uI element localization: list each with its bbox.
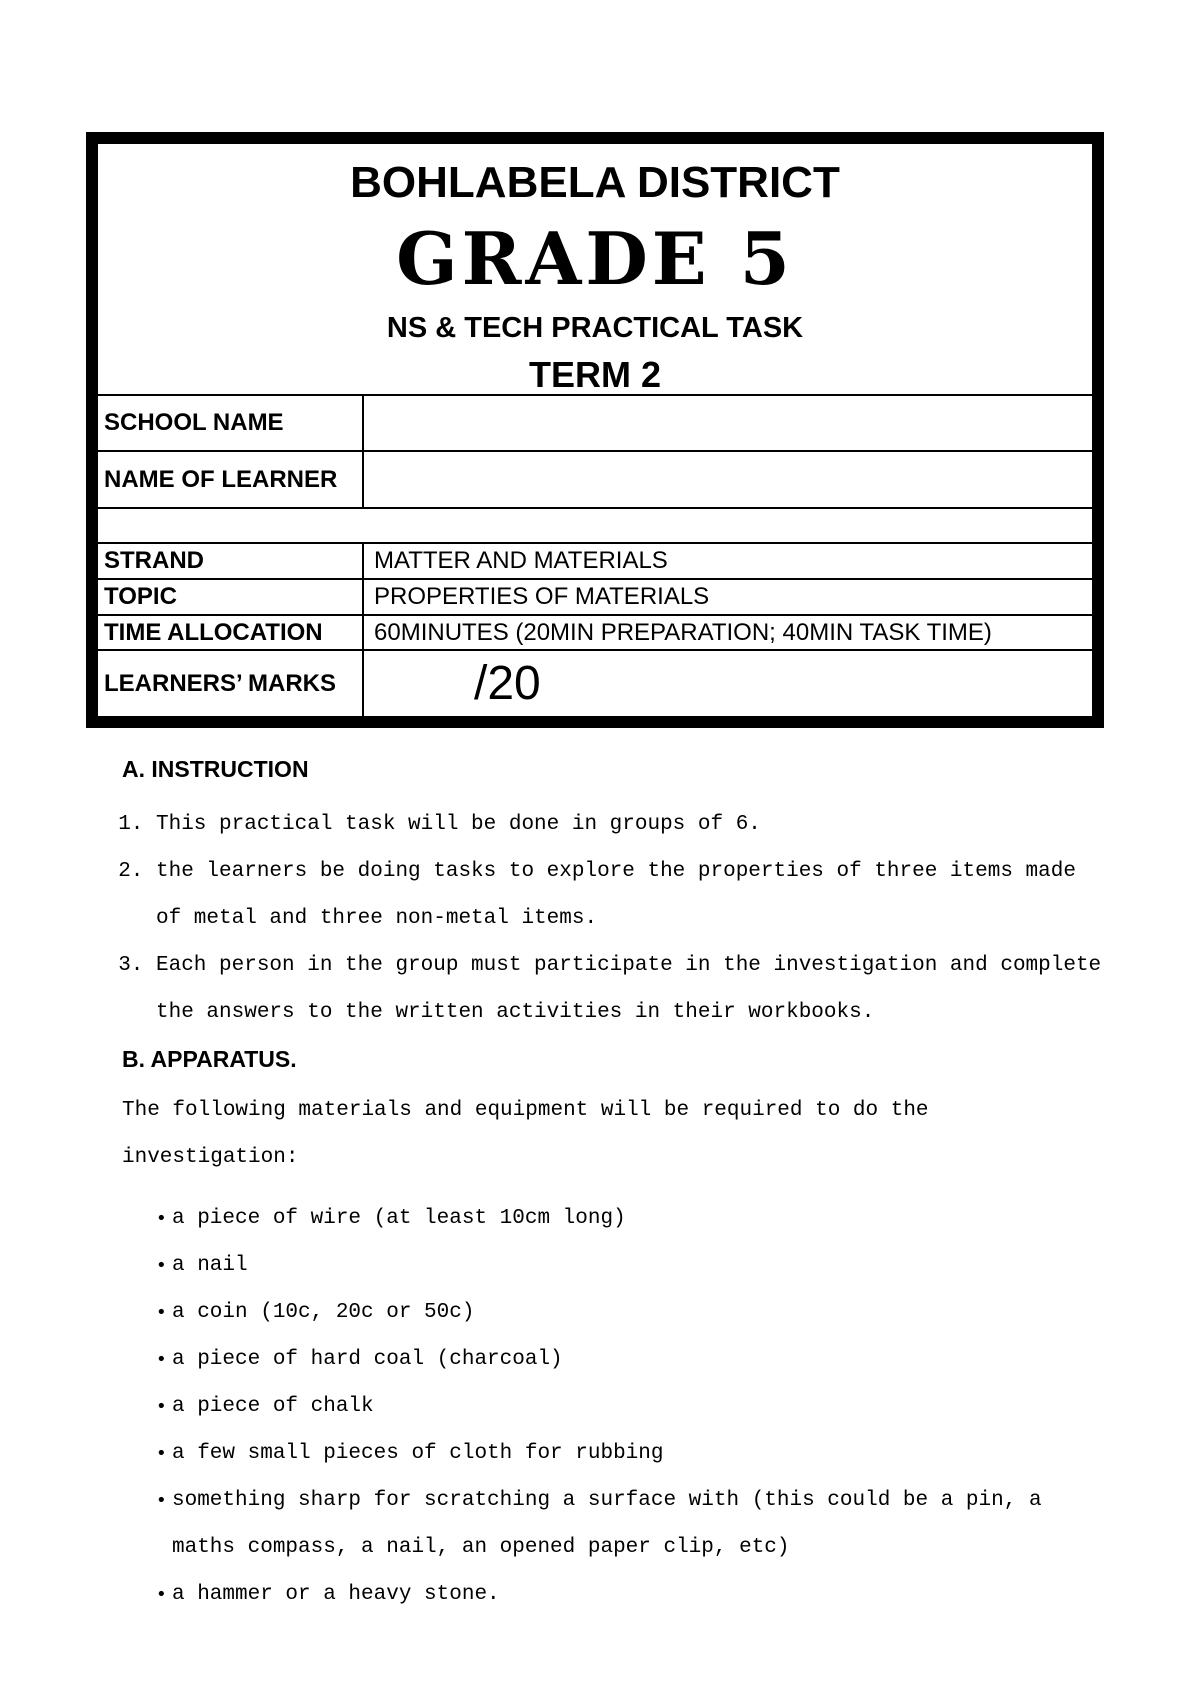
table-row [98,615,1092,650]
list-item: • something sharp for scratching a surface with (this could be a pin, a maths compass, a nail, an opened paper clip, etc) [156,1477,1102,1571]
grade-title: GRADE 5 [396,216,794,301]
list-item: 1. This practical task will be done in groups of 6. [156,801,1102,848]
apparatus-intro: The following materials and equipment will be required to do the investigation: [122,1099,929,1169]
district-title: BOHLABELA DISTRICT [350,158,840,207]
spacer-row [98,508,1092,543]
table-row [98,543,1092,579]
school-name-field[interactable] [363,396,1092,451]
task-content [122,756,1102,1618]
learners-marks-label: LEARNERS’ MARKS [98,650,363,716]
list-item: • a piece of hard coal (charcoal) [156,1336,1102,1383]
school-name-label: SCHOOL NAME [98,396,363,451]
topic-value: PROPERTIES OF MATERIALS [363,579,1092,615]
cover-box [86,132,1104,728]
spacer-cell [98,508,1092,543]
learners-marks-value: /20 [474,657,541,710]
apparatus-list [122,1195,1102,1618]
info-table [98,396,1092,716]
list-item: • a few small pieces of cloth for rubbing [156,1430,1102,1477]
list-item: • a piece of wire (at least 10cm long) [156,1195,1102,1242]
task-title: NS & TECH PRACTICAL TASK [386,312,804,344]
list-item: • a piece of chalk [156,1383,1102,1430]
list-item: 3. Each person in the group must participate in the investigation and complete the answers to the written activities in their workbooks. [156,942,1102,1036]
table-row [98,579,1092,615]
topic-label: TOPIC [98,579,363,615]
strand-value: MATTER AND MATERIALS [363,543,1092,579]
list-item: 2. the learners be doing tasks to explore the properties of three items made of metal and three non-metal items. [156,848,1102,942]
time-allocation-label: TIME ALLOCATION [98,615,363,650]
cover-header [98,144,1092,396]
time-allocation-value: 60MINUTES (20MIN PREPARATION; 40MIN TASK TIME) [363,615,1092,650]
list-item: • a nail [156,1242,1102,1289]
strand-label: STRAND [98,543,363,579]
term-title: TERM 2 [528,354,661,395]
learner-name-label: NAME OF LEARNER [98,451,363,508]
list-item: • a hammer or a heavy stone. [156,1571,1102,1618]
table-row [98,451,1092,508]
table-row [98,396,1092,451]
section-a-heading: A. INSTRUCTION [122,756,309,782]
instruction-list [122,801,1102,1036]
list-item: • a coin (10c, 20c or 50c) [156,1289,1102,1336]
learner-name-field[interactable] [363,451,1092,508]
section-b-heading: B. APPARATUS. [122,1046,297,1072]
table-row [98,650,1092,716]
